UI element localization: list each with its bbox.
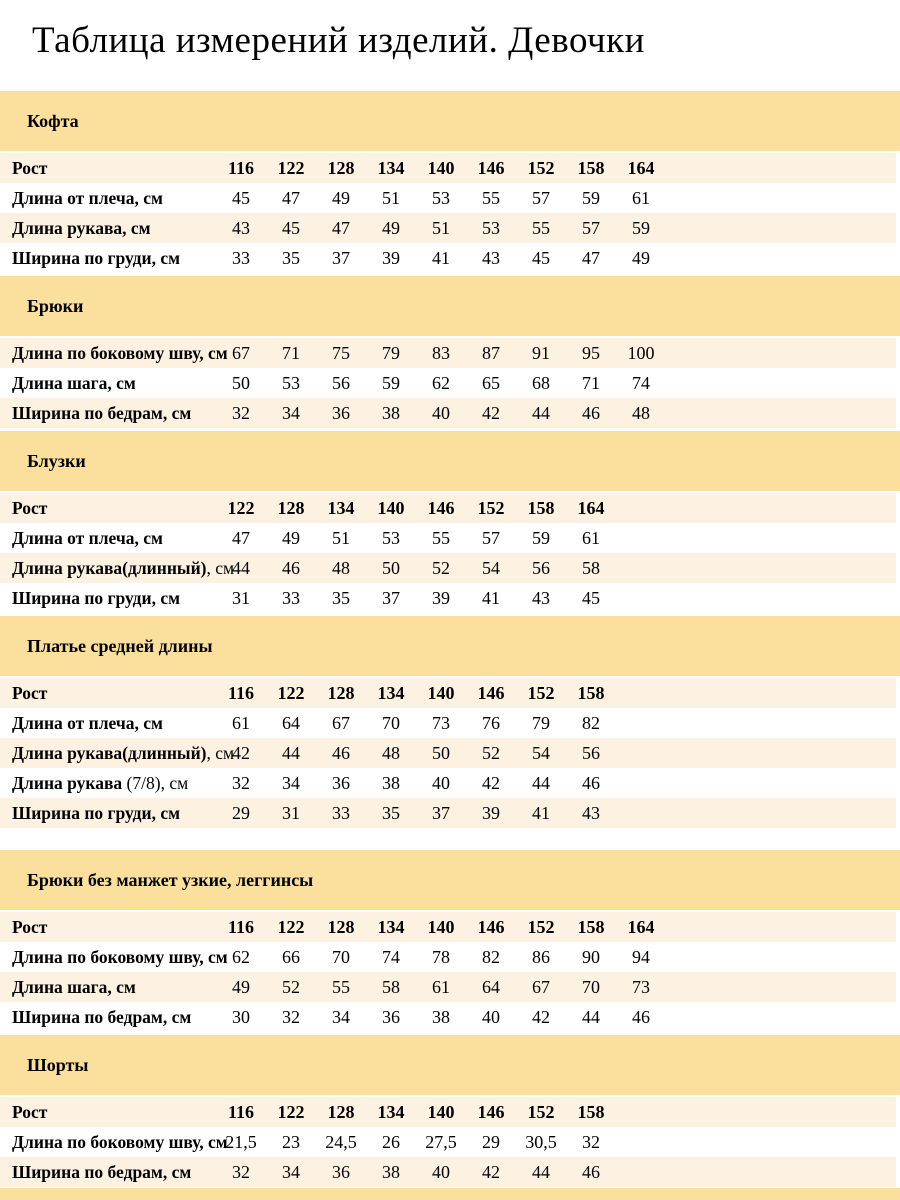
row-label-main: Ширина по груди, см (12, 247, 181, 268)
cell-value: 82 (482, 946, 500, 967)
cell-value: 87 (482, 342, 500, 363)
cell-value: 59 (582, 187, 600, 208)
cell-value: 158 (527, 497, 555, 518)
cell-value: 33 (232, 247, 250, 268)
row-label-main: Длина по боковому шву, см (12, 946, 228, 967)
cell-value: 48 (382, 742, 400, 763)
cell-value: 75 (332, 342, 350, 363)
cell-value: 38 (382, 1161, 400, 1182)
cell-value: 71 (282, 342, 300, 363)
cell-value: 47 (582, 247, 600, 268)
cell-value: 58 (582, 557, 600, 578)
table-row (0, 243, 896, 273)
cell-value: 68 (532, 372, 550, 393)
cell-value: 50 (232, 372, 250, 393)
table-row (0, 972, 896, 1002)
cell-value: 41 (432, 247, 450, 268)
row-label (0, 917, 216, 938)
cell-value: 74 (632, 372, 650, 393)
cell-value: 164 (577, 497, 605, 518)
cell-value: 38 (382, 402, 400, 423)
cell-value: 49 (282, 527, 300, 548)
table-row (0, 398, 896, 428)
cell-value: 52 (482, 742, 500, 763)
sections-container (0, 91, 900, 1200)
cell-value: 51 (382, 187, 400, 208)
table-row (0, 553, 896, 583)
section-header (0, 1035, 900, 1095)
row-label-main: Рост (12, 497, 48, 518)
section-header (0, 616, 900, 676)
row-label-suffix: , см (206, 742, 235, 763)
cell-value: 128 (327, 1101, 355, 1122)
row-label (0, 498, 216, 519)
cell-value: 48 (332, 557, 350, 578)
row-label-main: Ширина по груди, см (12, 802, 181, 823)
row-label (0, 588, 216, 609)
cell-value: 146 (427, 497, 455, 518)
cell-value: 158 (577, 916, 605, 937)
row-label (0, 248, 216, 269)
row-label (0, 803, 216, 824)
cell-value: 36 (332, 402, 350, 423)
cell-value: 90 (582, 946, 600, 967)
height-header-row (0, 493, 896, 523)
row-label-main: Ширина по бедрам, см (12, 1161, 192, 1182)
cell-value: 32 (232, 402, 250, 423)
cell-value: 57 (532, 187, 550, 208)
cell-value: 40 (482, 1006, 500, 1027)
cell-value: 57 (482, 527, 500, 548)
cell-value: 44 (532, 1161, 550, 1182)
cell-value: 158 (577, 157, 605, 178)
cell-value: 128 (327, 682, 355, 703)
cell-value: 46 (632, 1006, 650, 1027)
table-row (0, 1157, 896, 1187)
cell-value: 140 (427, 1101, 455, 1122)
cell-value: 34 (332, 1006, 350, 1027)
cell-value: 146 (477, 682, 505, 703)
cell-value: 23 (282, 1131, 300, 1152)
cell-value: 59 (532, 527, 550, 548)
cell-value: 134 (377, 1101, 405, 1122)
section-5 (0, 850, 900, 1032)
row-label-main: Длина от плеча, см (12, 527, 163, 548)
cell-value: 29 (232, 802, 250, 823)
cell-value: 122 (277, 682, 305, 703)
table-row (0, 583, 896, 613)
cell-value: 62 (232, 946, 250, 967)
cell-value: 52 (282, 976, 300, 997)
cell-value: 30 (232, 1006, 250, 1027)
cell-value: 55 (532, 217, 550, 238)
page-title: Таблица измерений изделий. Девочки (32, 20, 645, 61)
cell-value: 47 (232, 527, 250, 548)
cell-value: 55 (482, 187, 500, 208)
cell-value: 65 (482, 372, 500, 393)
row-label (0, 1102, 216, 1123)
cell-value: 74 (382, 946, 400, 967)
cell-value: 34 (282, 772, 300, 793)
cell-value: 26 (382, 1131, 400, 1152)
cell-value: 140 (377, 497, 405, 518)
cell-value: 49 (232, 976, 250, 997)
section-6 (0, 1035, 900, 1187)
cell-value: 53 (432, 187, 450, 208)
cell-value: 122 (227, 497, 255, 518)
cell-value: 47 (282, 187, 300, 208)
cell-value: 43 (232, 217, 250, 238)
row-label-main: Длина по боковому шву, см (12, 342, 228, 363)
cell-value: 116 (227, 157, 254, 178)
cell-value: 56 (582, 742, 600, 763)
cell-value: 44 (282, 742, 300, 763)
table-row (0, 368, 896, 398)
cell-value: 46 (582, 402, 600, 423)
cell-value: 62 (432, 372, 450, 393)
cell-value: 40 (432, 1161, 450, 1182)
cell-value: 122 (277, 916, 305, 937)
cell-value: 56 (532, 557, 550, 578)
cell-value: 30,5 (525, 1131, 557, 1152)
cell-value: 70 (582, 976, 600, 997)
cell-value: 35 (332, 587, 350, 608)
section-1 (0, 91, 900, 273)
section-header (0, 276, 900, 336)
row-label-main: Длина рукава(длинный) (12, 557, 207, 578)
cell-value: 70 (332, 946, 350, 967)
cell-value: 50 (432, 742, 450, 763)
row-label-main: Длина от плеча, см (12, 712, 163, 733)
cell-value: 64 (282, 712, 300, 733)
cell-value: 146 (477, 916, 505, 937)
row-label (0, 1162, 216, 1183)
cell-value: 35 (382, 802, 400, 823)
cell-value: 55 (432, 527, 450, 548)
cell-value: 27,5 (425, 1131, 457, 1152)
cell-value: 70 (382, 712, 400, 733)
row-label (0, 946, 228, 968)
cell-value: 56 (332, 372, 350, 393)
cell-value: 82 (582, 712, 600, 733)
height-header-row (0, 1097, 896, 1127)
section-rows (0, 338, 900, 428)
cell-value: 67 (232, 342, 250, 363)
row-label (0, 373, 216, 394)
cell-value: 32 (282, 1006, 300, 1027)
cell-value: 49 (632, 247, 650, 268)
section-title: Кофта (27, 110, 79, 131)
height-header-row (0, 153, 896, 183)
row-label-main: Длина шага, см (12, 372, 136, 393)
row-label (0, 977, 216, 998)
table-row (0, 338, 896, 368)
cell-value: 39 (482, 802, 500, 823)
cell-value: 37 (382, 587, 400, 608)
cell-value: 134 (377, 157, 405, 178)
cell-value: 44 (532, 402, 550, 423)
section-title: Блузки (27, 450, 86, 471)
section-header (0, 91, 900, 151)
cell-value: 164 (627, 916, 655, 937)
row-label (0, 1007, 216, 1028)
table-row (0, 213, 896, 243)
cell-value: 39 (432, 587, 450, 608)
row-label-main: Длина шага, см (12, 976, 136, 997)
row-label (0, 218, 216, 239)
cell-value: 40 (432, 402, 450, 423)
cell-value: 41 (482, 587, 500, 608)
cell-value: 54 (482, 557, 500, 578)
cell-value: 37 (432, 802, 450, 823)
cell-value: 134 (377, 916, 405, 937)
cell-value: 51 (332, 527, 350, 548)
table-row (0, 183, 896, 213)
row-label (0, 528, 216, 549)
cell-value: 146 (477, 157, 505, 178)
cell-value: 45 (532, 247, 550, 268)
section-3 (0, 431, 900, 613)
cell-value: 122 (277, 157, 305, 178)
row-label-main: Длина рукава(длинный) (12, 742, 207, 763)
cell-value: 73 (432, 712, 450, 733)
row-label-main: Длина от плеча, см (12, 187, 163, 208)
cell-value: 152 (527, 682, 555, 703)
table-row (0, 738, 896, 768)
cell-value: 64 (482, 976, 500, 997)
cell-value: 54 (532, 742, 550, 763)
table-row (0, 708, 896, 738)
section-rows (0, 153, 900, 273)
cell-value: 152 (527, 916, 555, 937)
cell-value: 152 (527, 1101, 555, 1122)
cell-value: 116 (227, 916, 254, 937)
cell-value: 45 (282, 217, 300, 238)
section-rows (0, 1097, 900, 1187)
cell-value: 40 (432, 772, 450, 793)
cell-value: 21,5 (225, 1131, 257, 1152)
cell-value: 94 (632, 946, 650, 967)
cell-value: 67 (332, 712, 350, 733)
row-label-main: Рост (12, 682, 48, 703)
row-label (0, 557, 235, 579)
cell-value: 53 (382, 527, 400, 548)
cell-value: 140 (427, 916, 455, 937)
row-label-suffix: , см (206, 557, 235, 578)
cell-value: 36 (332, 1161, 350, 1182)
cell-value: 152 (527, 157, 555, 178)
cell-value: 49 (382, 217, 400, 238)
cell-value: 43 (582, 802, 600, 823)
cell-value: 116 (227, 682, 254, 703)
row-label-main: Рост (12, 916, 48, 937)
cell-value: 38 (382, 772, 400, 793)
cell-value: 61 (432, 976, 450, 997)
table-row (0, 798, 896, 828)
cell-value: 67 (532, 976, 550, 997)
row-label-suffix: (7/8), см (122, 772, 189, 793)
cell-value: 48 (632, 402, 650, 423)
table-row (0, 1127, 896, 1157)
cell-value: 32 (232, 772, 250, 793)
cell-value: 39 (382, 247, 400, 268)
section-header (0, 431, 900, 491)
row-label-main: Рост (12, 157, 48, 178)
cell-value: 91 (532, 342, 550, 363)
row-label-main: Ширина по бедрам, см (12, 402, 192, 423)
row-label (0, 188, 216, 209)
cell-value: 128 (327, 157, 355, 178)
cell-value: 128 (327, 916, 355, 937)
cell-value: 140 (427, 682, 455, 703)
height-header-row (0, 912, 896, 942)
cell-value: 52 (432, 557, 450, 578)
section-title: Платье средней длины (27, 635, 213, 656)
row-label-main: Длина рукава (12, 772, 123, 793)
cell-value: 42 (232, 742, 250, 763)
section-rows (0, 493, 900, 613)
cell-value: 53 (482, 217, 500, 238)
cell-value: 49 (332, 187, 350, 208)
row-label-main: Длина по боковому шву, см (12, 1131, 228, 1152)
row-label (0, 1131, 228, 1153)
cell-value: 59 (632, 217, 650, 238)
cell-value: 46 (332, 742, 350, 763)
cell-value: 47 (332, 217, 350, 238)
section-rows (0, 678, 900, 828)
cell-value: 29 (482, 1131, 500, 1152)
row-label-main: Рост (12, 1101, 48, 1122)
cell-value: 44 (532, 772, 550, 793)
cell-value: 24,5 (325, 1131, 357, 1152)
cell-value: 43 (482, 247, 500, 268)
cell-value: 134 (377, 682, 405, 703)
cell-value: 34 (282, 402, 300, 423)
cell-value: 33 (282, 587, 300, 608)
cell-value: 36 (332, 772, 350, 793)
section-rows (0, 912, 900, 1032)
cell-value: 79 (532, 712, 550, 733)
cell-value: 45 (232, 187, 250, 208)
row-label-main: Ширина по бедрам, см (12, 1006, 192, 1027)
cell-value: 34 (282, 1161, 300, 1182)
cell-value: 42 (482, 402, 500, 423)
section-header (0, 850, 900, 910)
section-4 (0, 616, 900, 828)
cell-value: 158 (577, 682, 605, 703)
cell-value: 44 (582, 1006, 600, 1027)
section-title: Брюки без манжет узкие, леггинсы (27, 869, 314, 890)
cell-value: 61 (232, 712, 250, 733)
cell-value: 41 (532, 802, 550, 823)
cell-value: 83 (432, 342, 450, 363)
cell-value: 43 (532, 587, 550, 608)
cell-value: 42 (482, 1161, 500, 1182)
cell-value: 122 (277, 1101, 305, 1122)
cell-value: 61 (582, 527, 600, 548)
row-label-main: Ширина по груди, см (12, 587, 181, 608)
cell-value: 32 (232, 1161, 250, 1182)
row-label-main: Длина рукава, см (12, 217, 151, 238)
row-label (0, 158, 216, 179)
cell-value: 33 (332, 802, 350, 823)
bottom-partial-band (0, 1188, 900, 1200)
cell-value: 51 (432, 217, 450, 238)
cell-value: 46 (582, 1161, 600, 1182)
cell-value: 35 (282, 247, 300, 268)
cell-value: 42 (482, 772, 500, 793)
cell-value: 116 (227, 1101, 254, 1122)
cell-value: 46 (582, 772, 600, 793)
table-row (0, 942, 896, 972)
cell-value: 128 (277, 497, 305, 518)
row-label (0, 342, 228, 364)
cell-value: 146 (477, 1101, 505, 1122)
cell-value: 58 (382, 976, 400, 997)
row-label (0, 773, 216, 794)
cell-value: 134 (327, 497, 355, 518)
cell-value: 59 (382, 372, 400, 393)
cell-value: 36 (382, 1006, 400, 1027)
cell-value: 38 (432, 1006, 450, 1027)
section-title: Брюки (27, 295, 84, 316)
section-2 (0, 276, 900, 428)
cell-value: 95 (582, 342, 600, 363)
cell-value: 31 (282, 802, 300, 823)
cell-value: 158 (577, 1101, 605, 1122)
cell-value: 42 (532, 1006, 550, 1027)
section-title: Шорты (27, 1054, 89, 1075)
table-row (0, 1002, 896, 1032)
row-label (0, 713, 216, 734)
height-header-row (0, 678, 896, 708)
cell-value: 164 (627, 157, 655, 178)
cell-value: 44 (232, 557, 250, 578)
cell-value: 71 (582, 372, 600, 393)
cell-value: 53 (282, 372, 300, 393)
cell-value: 140 (427, 157, 455, 178)
cell-value: 66 (282, 946, 300, 967)
cell-value: 152 (477, 497, 505, 518)
cell-value: 32 (582, 1131, 600, 1152)
row-label (0, 403, 216, 424)
cell-value: 46 (282, 557, 300, 578)
cell-value: 86 (532, 946, 550, 967)
cell-value: 31 (232, 587, 250, 608)
row-label (0, 742, 235, 764)
cell-value: 45 (582, 587, 600, 608)
cell-value: 37 (332, 247, 350, 268)
page-header (0, 0, 900, 88)
cell-value: 57 (582, 217, 600, 238)
cell-value: 79 (382, 342, 400, 363)
table-row (0, 768, 896, 798)
cell-value: 100 (627, 342, 655, 363)
cell-value: 78 (432, 946, 450, 967)
cell-value: 55 (332, 976, 350, 997)
cell-value: 61 (632, 187, 650, 208)
row-label (0, 683, 216, 704)
table-row (0, 523, 896, 553)
cell-value: 73 (632, 976, 650, 997)
cell-value: 50 (382, 557, 400, 578)
cell-value: 76 (482, 712, 500, 733)
